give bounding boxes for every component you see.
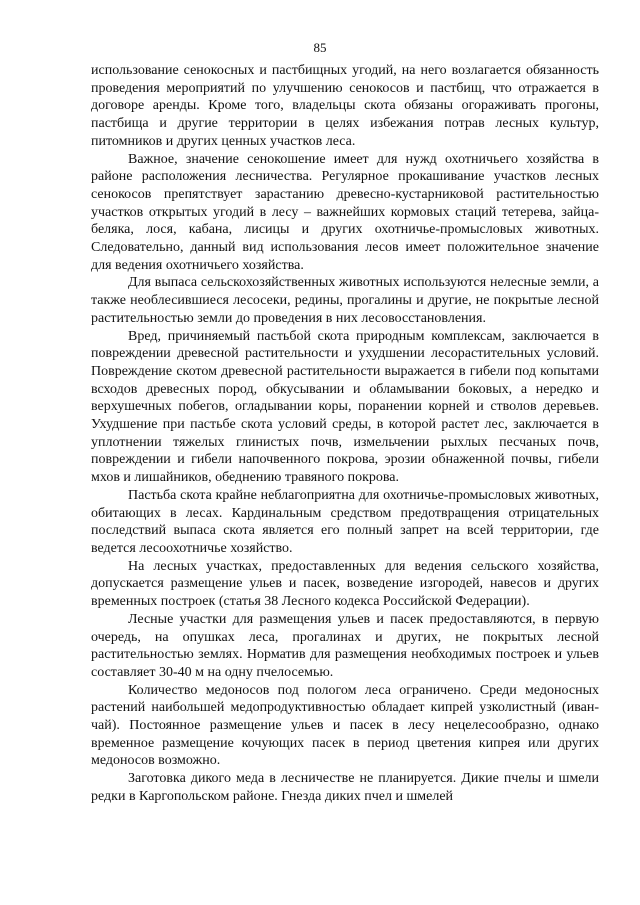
- text-body: [91, 62, 599, 806]
- paragraph-5: Пастьба скота крайне неблагоприятна для охотничье-промысловых животных, обитающих в лесах. Кардинальным средством предотвращения отрицательных последствий выпаса скота является его полный запрет на всей территории, где ведется лесоохотничье хозяйство.: [91, 487, 599, 556]
- paragraph-4: Вред, причиняемый пастьбой скота природным комплексам, заключается в повреждении древесной растительности и ухудшении лесорастительных условий. Повреждение скотом древесной растительности выражается в гибели под копытами всходов древесных пород, обкусывании и обламывании боковых, а нередко и верхушечных побегов, огладывании коры, поранении корней и стволов деревьев. Ухудшение при пастьбе скота условий среды, в которой растет лес, заключается в уплотнении тяжелых глинистых почв, измельчении рыхлых песчаных почв, повреждении и гибели напочвенного покрова, эрозии обнаженной почвы, гибели мхов и лишайников, обеднению травяного покрова.: [91, 328, 599, 486]
- paragraph-6: На лесных участках, предоставленных для ведения сельского хозяйства, допускается размещение ульев и пасек, возведение изгородей, навесов и других временных построек (статья 38 Лесного кодекса Российской Федерации).: [91, 558, 599, 610]
- paragraph-1: использование сенокосных и пастбищных угодий, на него возлагается обязанность проведения мероприятий по улучшению сенокосов и пастбищ, что отражается в договоре аренды. Кроме того, владельцы скота обязаны огораживать прогоны, пастбища и другие территории в целях избежания потрав лесных культур, питомников и других ценных участков леса.: [91, 63, 599, 149]
- paragraph-9: Заготовка дикого меда в лесничестве не планируется. Дикие пчелы и шмели редки в Каргопольском районе. Гнезда диких пчел и шмелей: [91, 771, 599, 804]
- page-number: 85: [313, 40, 327, 55]
- paragraph-3: Для выпаса сельскохозяйственных животных используются нелесные земли, а также необлесившиеся лесосеки, редины, прогалины и другие, не покрытые лесной растительностью земли до проведения в них лесовосстановления.: [91, 275, 599, 326]
- paragraph-2: Важное, значение сенокошение имеет для нужд охотничьего хозяйства в районе расположения лесничества. Регулярное прокашивание участков лесных сенокосов препятствует зарастанию древесно-кустарниковой растительностью участков открытых угодий в лесу – важнейших кормовых стаций тетерева, зайца-беляка, лося, кабана, лисицы и других охотничье-промысловых животных. Следовательно, данный вид использования лесов имеет положительное значение для ведения охотничьего хозяйства.: [91, 151, 599, 273]
- paragraph-7: Лесные участки для размещения ульев и пасек предоставляются, в первую очередь, на опушках леса, прогалинах и других, не покрытых лесной растительностью землях. Норматив для размещения необходимых построек и ульев составляет 30-40 м на одну пчелосемью.: [91, 611, 599, 680]
- paragraph-8: Количество медоносов под пологом леса ограничено. Среди медоносных растений наибольшей медопродуктивностью обладает кипрей узколистный (иван-чай). Постоянное размещение ульев и пасек в лесу нецелесообразно, однако временное размещение кочующих пасек в период цветения кипрея или других медоносов возможно.: [91, 682, 599, 769]
